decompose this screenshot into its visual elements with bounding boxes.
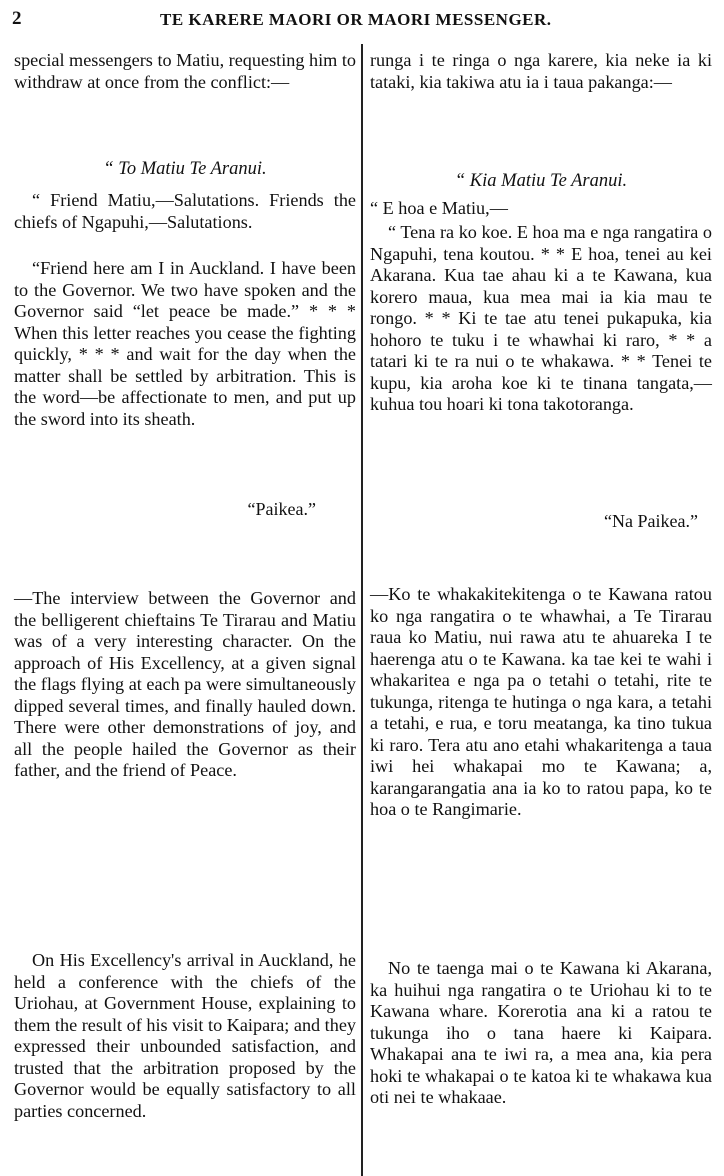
- english-salutation: “ Friend Matiu,—Salutations. Friends the chiefs of Ngapuhi,—Salutations.: [14, 190, 356, 232]
- page-number: 2: [12, 8, 22, 29]
- english-letter-body: “Friend here am I in Auckland. I have been to the Governor. We two have spoken and the Governor said “let peace be made.” * * * When this letter reaches you cease the fighting quickly, * * * and wait for the day when the matter shall be settled by arbitration. This is the word—be affectionate to men, and put up the sword into its sheath.: [14, 258, 356, 429]
- maori-signature: “Na Paikea.”: [604, 511, 698, 531]
- maori-letter-body: “ Tena ra ko koe. E hoa ma e nga rangatira o Ngapuhi, tena koutou. * * E hoa, tenei au kei Akarana. Kua tae ahau ki a te Kawana, kua korero maua, kua mea mai ia kia mau te rongo. * * Ki te tae atu tenei pukapuka, kia hohoro te tuku i te whawhai ki raro, * * a tatari ki te ra nui o te whakawa. * * Tenei te kupu, kia aroha koe ki te tinana tangata,—kuhua tou hoari ki tona takotoranga.: [370, 222, 712, 414]
- column-divider: [361, 44, 363, 1176]
- maori-arrival-paragraph: No te taenga mai o te Kawana ki Akarana, ka huihui nga rangatira o te Uriohau ki to te Kawana whare. Korerotia ana ki a ratou te tukunga iho o tana haere ki Kaipara. Whakapai ana te iwi ra, a mea ana, kia pera hoki te whakapai o te katoa ki te whakawa kua oti nei te whakaae.: [370, 958, 712, 1107]
- english-interview-paragraph: —The interview between the Governor and the belligerent chieftains Te Tirarau and Matiu was of a very interesting character. On the approach of His Excellency, at a given signal the flags flying at each pa were simultaneously dipped several times, and finally hauled down. There were other demonstrations of joy, and all the people hailed the Governor as their father, and the friend of Peace.: [14, 588, 356, 780]
- english-opening: special messengers to Matiu, requesting him to withdraw at once from the conflict:—: [14, 50, 356, 92]
- page-header: [0, 6, 724, 36]
- english-letter-heading: “ To Matiu Te Aranui.: [103, 159, 267, 179]
- english-arrival-paragraph: On His Excellency's arrival in Auckland, he held a conference with the chiefs of the Uriohau, at Government House, explaining to them the result of his visit to Kaipara; and they expressed their unbounded satisfaction, and trusted that the arbitration proposed by the Governor would be equally satisfactory to all parties concerned.: [14, 950, 356, 1121]
- english-signature: “Paikea.”: [247, 499, 316, 519]
- maori-interview-paragraph: —Ko te whakakitekitenga o te Kawana ratou ko nga rangatira o te whawhai, a Te Tirarau raua ko Matiu, nui rawa atu te ahuareka I te haerenga atu o te Kawana. ka tae kei te wahi i whakaritea e nga pa o tetahi o tetahi, rite te tukunga, ritenga te hutinga o nga kara, a tetahi a tetahi, e rua, e toru meatanga, ka tino tukua ki raro. Tera atu ano etahi whakaritenga a taua iwi hei whakapai mo te Kawana; a, karangarangatia ana ia ko to ratou papa, ko te hoa o te Rangimarie.: [370, 584, 712, 819]
- maori-opening: runga i te ringa o nga karere, kia neke ia ki tataki, kia takiwa atu ia i taua pakanga:—: [370, 50, 712, 92]
- maori-salutation: “ E hoa e Matiu,—: [370, 198, 508, 218]
- running-title: TE KARERE MAORI OR MAORI MESSENGER.: [160, 10, 552, 29]
- maori-letter-heading: “ Kia Matiu Te Aranui.: [454, 171, 628, 191]
